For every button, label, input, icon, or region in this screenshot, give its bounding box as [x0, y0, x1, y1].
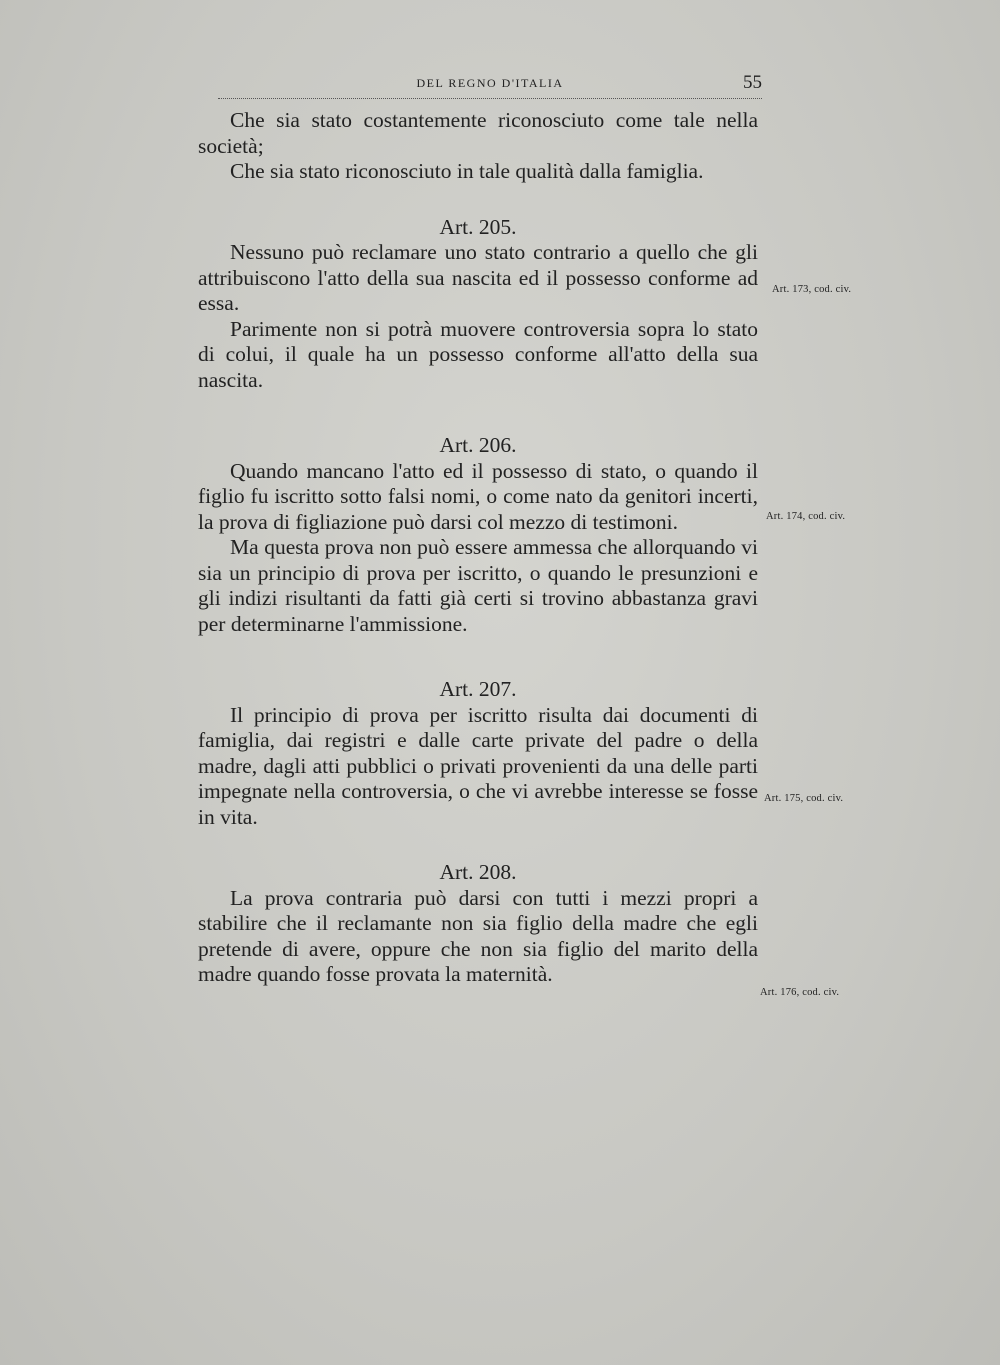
article-205-paragraph-1: Nessuno può reclamare uno stato contrario a quello che gli attribuiscono l'atto della sua nascita ed il possesso conforme ad essa. — [198, 240, 758, 315]
margin-note-art-206: Art. 174, cod. civ. — [766, 511, 846, 522]
intro-paragraph-1: Che sia stato costantemente riconosciuto come tale nella società; — [198, 108, 758, 158]
article-206-paragraph-1: Quando mancano l'atto ed il possesso di stato, o quando il figlio fu iscritto sotto falsi nomi, o come nato da genitori incerti, la prova di figliazione può darsi col mezzo di testimoni. — [198, 458, 758, 534]
page-number: 55 — [743, 72, 762, 93]
margin-note-art-205: Art. 173, cod. civ. — [772, 284, 852, 295]
article-206-paragraph-2: Ma questa prova non può essere ammessa che allorquando vi sia un principio di prova per iscritto, o quando le presunzioni e gli indizi risultanti da fatti già certi si trovino abbastanza gravi per determinarne l'ammissione. — [198, 535, 758, 636]
article-205-heading: Art. 205. — [439, 214, 517, 239]
article-205-paragraph-2: Parimente non si potrà muovere controversia sopra lo stato di colui, il quale ha un possesso conforme all'atto della sua nascita. — [198, 316, 758, 392]
article-206-heading: Art. 206. — [439, 433, 517, 457]
margin-note-art-208: Art. 176, cod. civ. — [760, 987, 840, 998]
article-208-paragraph-1: La prova contraria può darsi con tutti i mezzi propri a stabilire che il reclamante non sia figlio della madre che egli pretende di avere, oppure che non sia figlio del marito della madre quando fosse provata la maternità. — [198, 885, 758, 986]
page-body — [198, 108, 758, 988]
margin-note-art-207: Art. 175, cod. civ. — [764, 793, 844, 804]
page-header — [218, 74, 762, 99]
article-207-heading: Art. 207. — [439, 677, 517, 701]
intro-paragraph-2: Che sia stato riconosciuto in tale qualità dalla famiglia. — [230, 159, 704, 183]
running-title: DEL REGNO D'ITALIA — [416, 76, 564, 90]
article-208-heading: Art. 208. — [439, 860, 517, 884]
article-207-paragraph-1: Il principio di prova per iscritto risulta dai documenti di famiglia, dai registri e dalle carte private del padre o della madre, dagli atti pubblici o privati provenienti da una delle parti impegnate nella controversia, o che vi avrebbe interesse se fosse in vita. — [198, 702, 758, 829]
